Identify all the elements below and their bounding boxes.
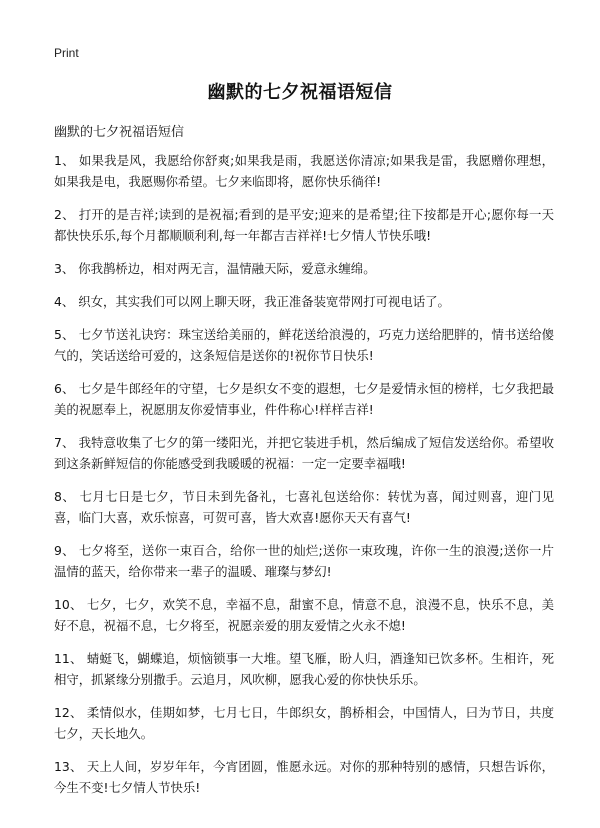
blessing-item-10: 10、 七夕，七夕，欢笑不息，幸福不息，甜蜜不息，情意不息，浪漫不息，快乐不息，美好不息，祝福不息，七夕将至，祝愿亲爱的朋友爱情之火永不熄! [54,597,554,633]
blessing-item-8: 8、 七月七日是七夕，节日未到先备礼，七喜礼包送给你：转忧为喜，闻过则喜，迎门见喜，临门大喜，欢乐惊喜，可贺可喜，皆大欢喜!愿你天天有喜气! [54,489,554,525]
blessing-list [54,150,554,810]
blessing-item-13: 13、 天上人间，岁岁年年，今宵团圆，惟愿永远。对你的那种特别的感情，只想告诉你，今生不变!七夕情人节快乐! [54,759,554,795]
blessing-item-5: 5、 七夕节送礼诀窍：珠宝送给美丽的，鲜花送给浪漫的，巧克力送给肥胖的，情书送给傻气的，笑话送给可爱的，这条短信是送你的!祝你节日快乐! [54,327,554,363]
blessing-item-11: 11、 蜻蜓飞，蝴蝶追，烦恼锁事一大堆。望飞雁，盼人归，酒逢知已饮多杯。生相许，死相守，抓紧缘分别撒手。云追月，风吹柳，愿我心爱的你快快乐乐。 [54,651,554,687]
print-link[interactable]: Print [54,46,79,60]
blessing-item-3: 3、 你我鹊桥边，相对两无言，温情融天际，爱意永缠绵。 [54,261,376,276]
blessing-item-9: 9、 七夕将至，送你一束百合，给你一世的灿烂;送你一束玫瑰，许你一生的浪漫;送你一片温情的蓝天，给你带来一辈子的温暖、璀璨与梦幻! [54,543,554,579]
blessing-item-1: 1、 如果我是风，我愿给你舒爽;如果我是雨，我愿送你清凉;如果我是雷，我愿赠你理想，如果我是电，我愿赐你希望。七夕来临即将，愿你快乐徜徉! [54,153,554,189]
blessing-item-4: 4、 织女，其实我们可以网上聊天呀，我正准备装宽带网打可视电话了。 [54,294,450,309]
blessing-item-7: 7、 我特意收集了七夕的第一缕阳光，并把它装进手机，然后编成了短信发送给你。希望收到这条新鲜短信的你能感受到我暖暖的祝福：一定一定要幸福哦! [54,435,554,471]
blessing-item-12: 12、 柔情似水，佳期如梦，七月七日，牛郎织女，鹊桥相会，中国情人，曰为节日，共度七夕，天长地久。 [54,705,554,741]
document-subtitle: 幽默的七夕祝福语短信 [54,125,185,140]
page-title: 幽默的七夕祝福语短信 [207,82,393,103]
blessing-item-2: 2、 打开的是吉祥;读到的是祝福;看到的是平安;迎来的是希望;往下按都是开心;愿你每一天都快快乐乐,每个月都顺顺利利,每一年都吉吉祥祥!七夕情人节快乐哦! [54,207,554,243]
blessing-item-6: 6、 七夕是牛郎经年的守望，七夕是织女不变的遐想，七夕是爱情永恒的榜样，七夕我把最美的祝愿奉上，祝愿朋友你爱情事业，件件称心!样样吉祥! [54,381,554,417]
